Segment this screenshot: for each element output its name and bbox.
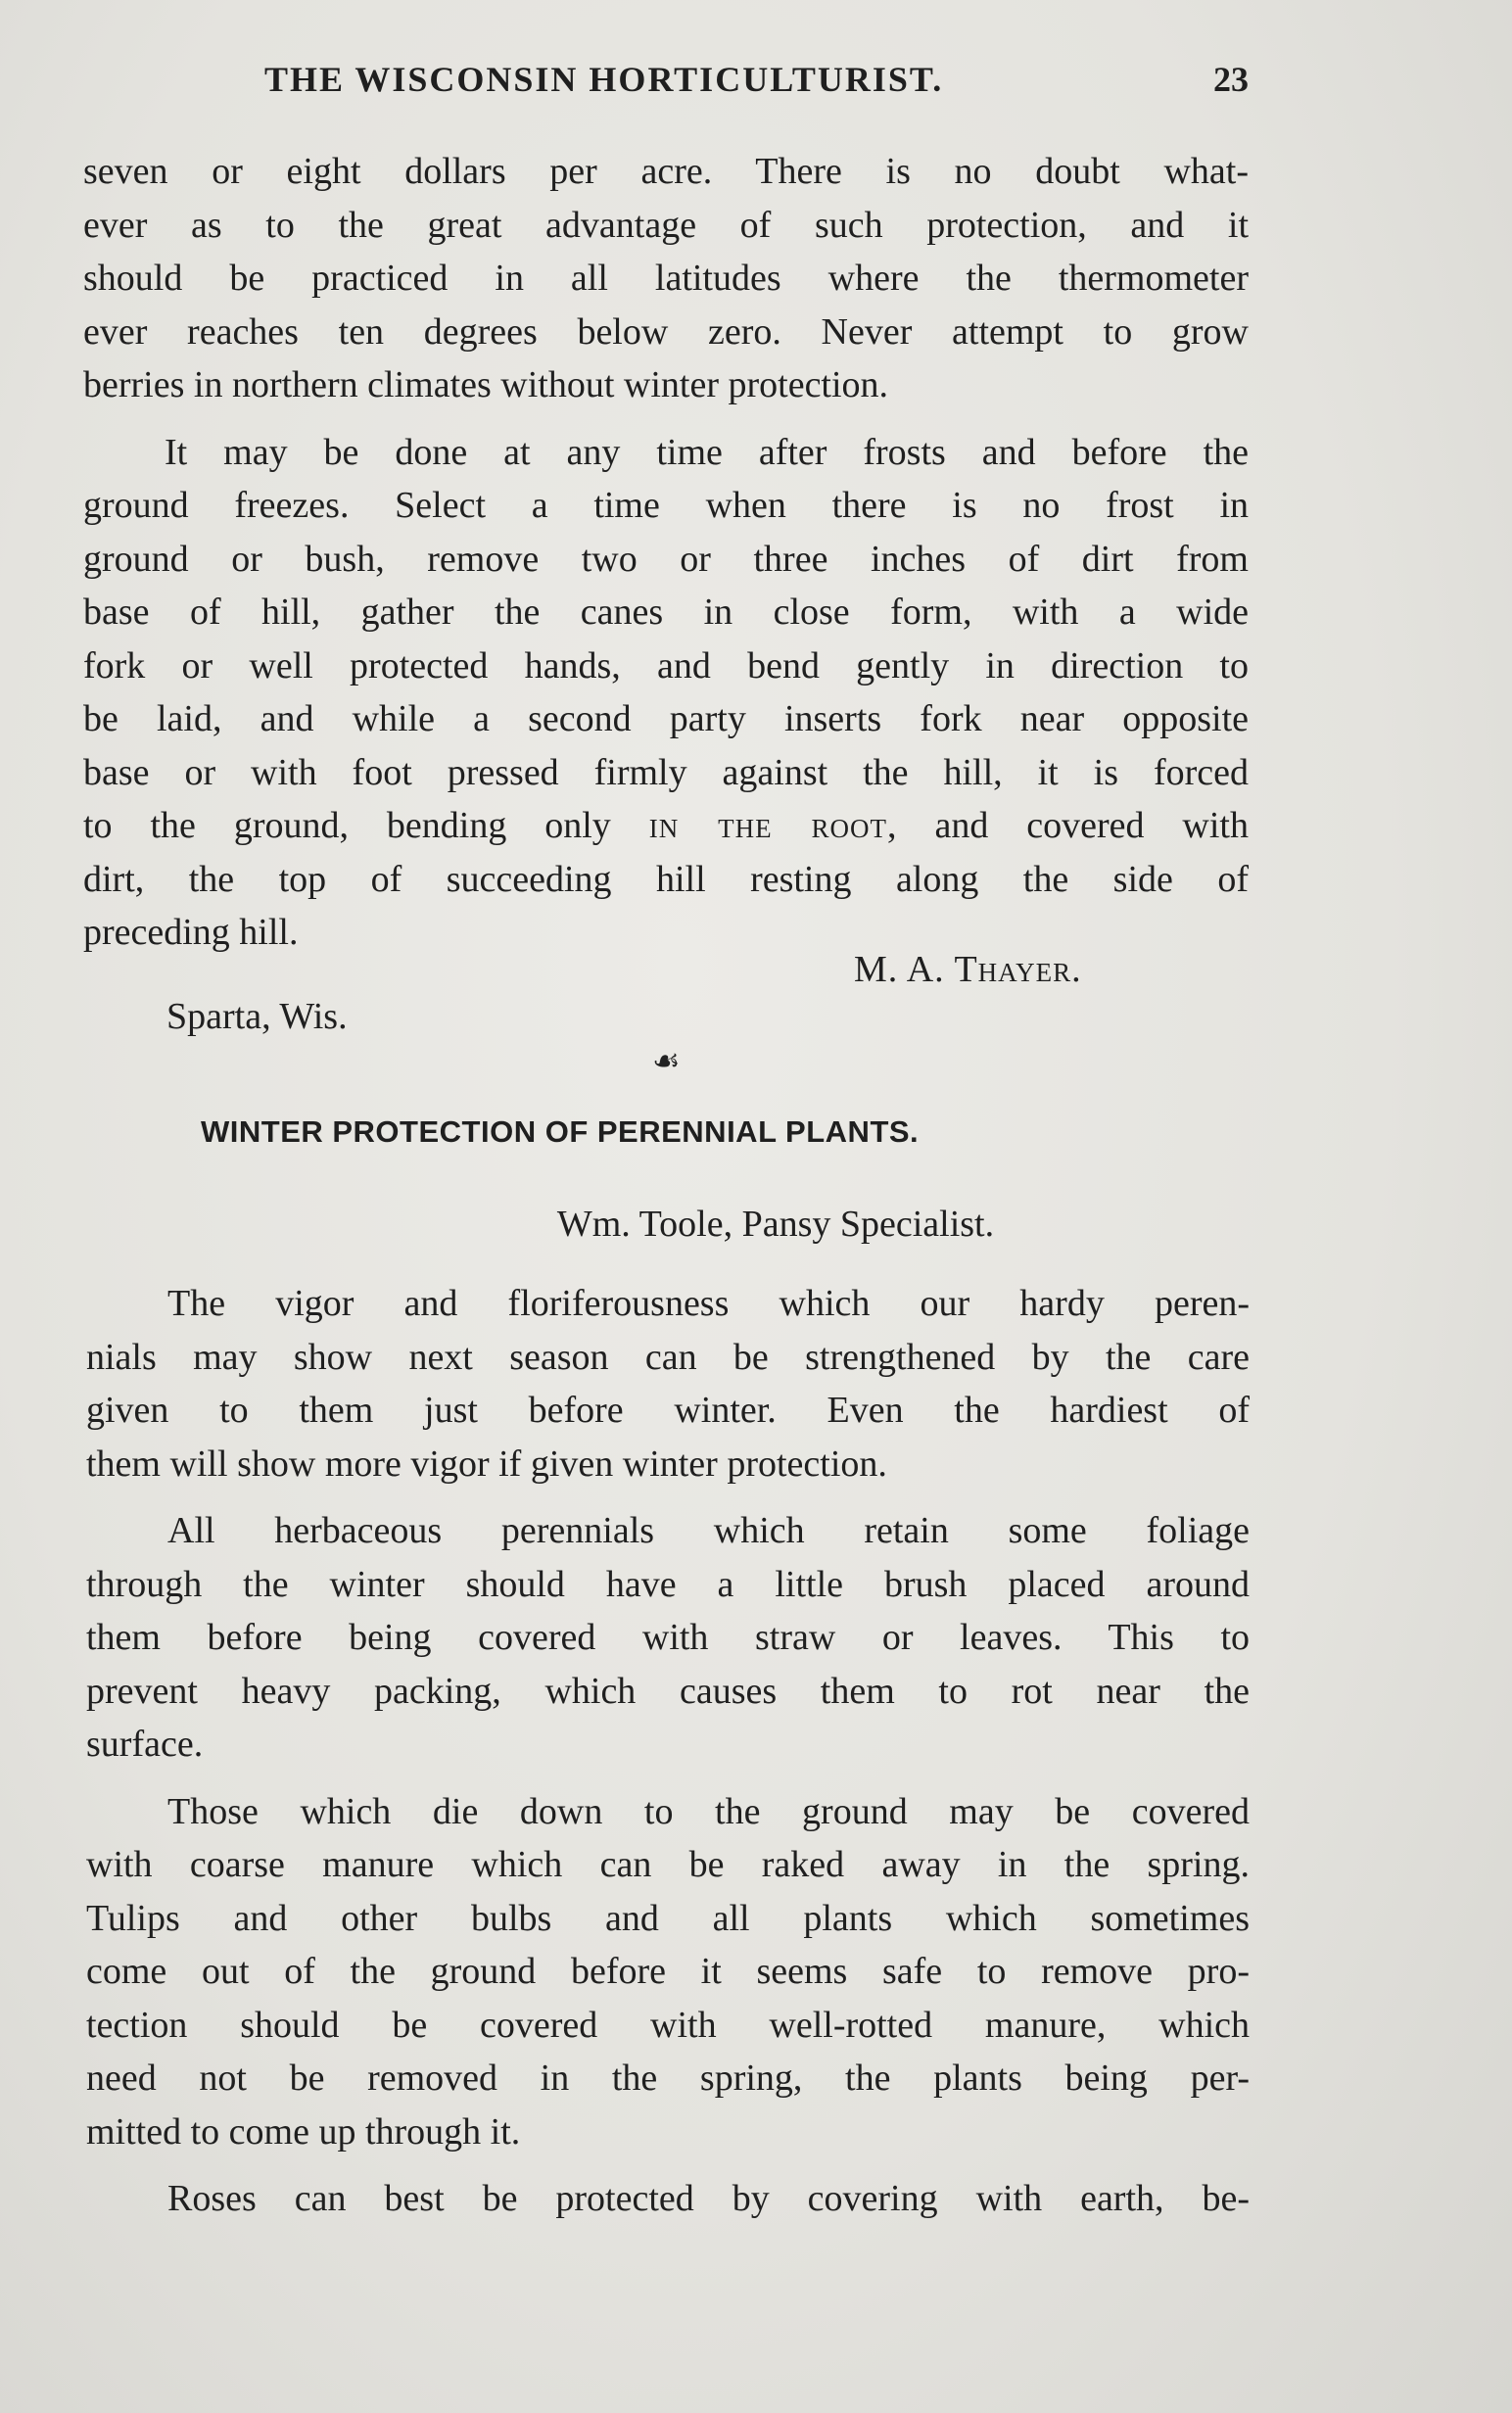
text-line: base or with foot pressed firmly against the hill, it is forced xyxy=(83,751,1249,793)
author-location: Sparta, Wis. xyxy=(166,996,348,1037)
text-line: preceding hill. xyxy=(83,912,299,953)
article-thayer-body xyxy=(83,145,1249,960)
text-line: them will show more vigor if given winter protection. xyxy=(86,1443,887,1485)
text-line: nials may show next season can be strengthened by the care xyxy=(86,1336,1250,1378)
text-line: Those which die down to the ground may be covered xyxy=(167,1790,1250,1832)
text-line: surface. xyxy=(86,1724,204,1765)
text-line: ever reaches ten degrees below zero. Never attempt to grow xyxy=(83,310,1249,353)
page-number: 23 xyxy=(1213,60,1249,99)
fleuron-ornament: ☙ xyxy=(652,1042,681,1079)
text-line: mitted to come up through it. xyxy=(86,2110,521,2153)
text-line: Roses can best be protected by covering with earth, be- xyxy=(167,2178,1250,2219)
text-line: prevent heavy packing, which causes them to rot near the xyxy=(86,1670,1250,1712)
text-line: dirt, the top of succeeding hill resting along the side of xyxy=(83,858,1249,900)
article-byline: Wm. Toole, Pansy Specialist. xyxy=(556,1204,995,1245)
paragraph xyxy=(83,145,1249,412)
paragraph xyxy=(86,1785,1250,2159)
text-fragment: to the ground, bending only xyxy=(83,805,649,846)
article-toole-body xyxy=(86,1277,1250,2226)
text-line: All herbaceous perennials which retain some foliage xyxy=(167,1510,1250,1551)
text-line: given to them just before winter. Even the hardiest of xyxy=(86,1390,1250,1431)
text-fragment: , and covered with xyxy=(887,805,1249,846)
author-signature: M. A. Thayer. xyxy=(854,949,1082,990)
text-line: tection should be covered with well-rotted manure, which xyxy=(86,2004,1250,2046)
paragraph xyxy=(86,1504,1250,1772)
small-caps-emphasis: in the root xyxy=(648,805,888,846)
journal-title: THE WISCONSIN HORTICULTURIST. xyxy=(264,60,944,99)
text-line: ground or bush, remove two or three inches of dirt from xyxy=(83,538,1249,580)
text-line: them before being covered with straw or leaves. This to xyxy=(86,1617,1250,1658)
text-line: The vigor and floriferousness which our hardy peren- xyxy=(167,1283,1250,1324)
text-line: It may be done at any time after frosts and before the xyxy=(165,431,1249,473)
section-heading: WINTER PROTECTION OF PERENNIAL PLANTS. xyxy=(201,1114,920,1149)
text-line: seven or eight dollars per acre. There is no doubt what- xyxy=(83,151,1249,192)
text-line: should be practiced in all latitudes where the thermometer xyxy=(83,258,1249,299)
text-line: be laid, and while a second party inserts fork near opposite xyxy=(83,698,1249,739)
text-line xyxy=(83,799,1249,853)
text-line: Tulips and other bulbs and all plants which sometimes xyxy=(86,1897,1250,1939)
text-line: come out of the ground before it seems safe to remove pro- xyxy=(86,1951,1250,1992)
paragraph xyxy=(83,426,1249,960)
text-line: berries in northern climates without winter protection. xyxy=(83,364,889,405)
text-line: ever as to the great advantage of such protection, and it xyxy=(83,204,1249,246)
text-line: with coarse manure which can be raked away in the spring. xyxy=(86,1844,1250,1885)
paragraph xyxy=(86,2172,1250,2226)
text-line: ground freezes. Select a time when there is no frost in xyxy=(83,485,1249,526)
text-line: through the winter should have a little brush placed around xyxy=(86,1563,1250,1605)
text-line: fork or well protected hands, and bend gently in direction to xyxy=(83,644,1249,686)
text-line: need not be removed in the spring, the plants being per- xyxy=(86,2058,1250,2099)
running-head xyxy=(83,59,1249,108)
paragraph xyxy=(86,1277,1250,1490)
text-line: base of hill, gather the canes in close form, with a wide xyxy=(83,591,1249,633)
